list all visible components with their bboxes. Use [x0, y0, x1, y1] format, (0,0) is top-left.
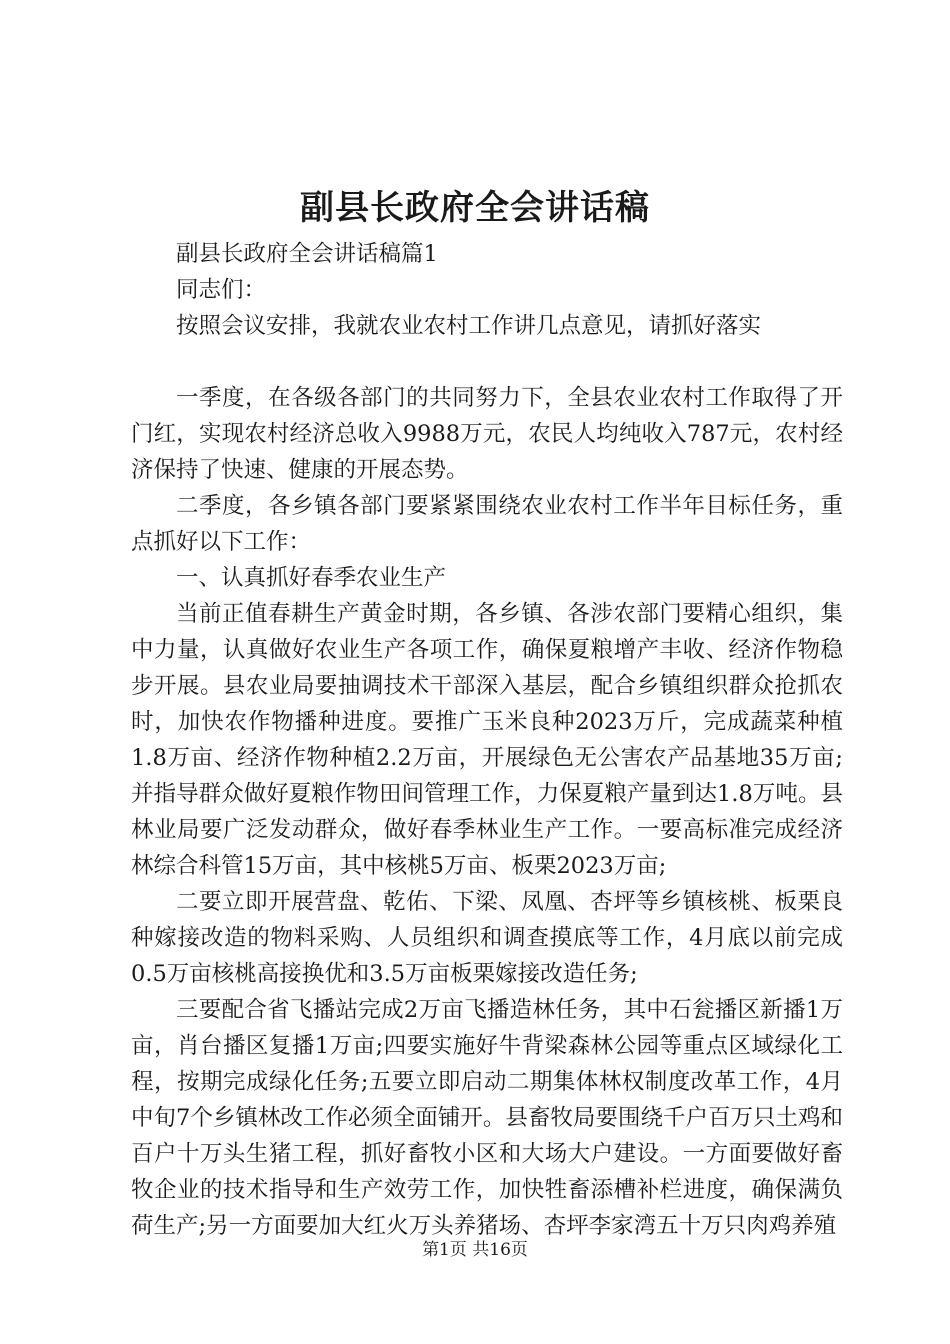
paragraph-afforestation: 三要配合省飞播站完成2万亩飞播造林任务，其中石瓮播区新播1万亩，肖台播区复播1万亩;四要实施好牛背梁森林公园等重点区域绿化工程，按期完成绿化任务;五要立即启动二期集体林权制度改革工作，4月中旬7个乡镇林改工作必须全面铺开。县畜牧局要围绕千户百万只土鸡和百户十万头生猪工程，抓好畜牧小区和大场大户建设。一方面要做好畜牧企业的技术指导和生产效劳工作，加快牲畜添槽补栏进度，确保满负荷生产;另一方面要加大红火万头养猪场、杏坪李家湾五十万只肉鸡养殖 [131, 997, 843, 1239]
document-body [131, 236, 843, 1244]
paragraph-subtitle: 副县长政府全会讲话稿篇1 [176, 241, 438, 267]
paragraph-q1-summary: 一季度，在各级各部门的共同努力下，全县农业农村工作取得了开门红，实现农村经济总收入9988万元，农民人均纯收入787元，农村经济保持了快速、健康的开展态势。 [131, 385, 843, 483]
page-number: 第1页 共16页 [422, 1240, 528, 1260]
paragraph-section-heading: 一、认真抓好春季农业生产 [176, 565, 447, 591]
paragraph-q2-tasks: 二季度，各乡镇各部门要紧紧围绕农业农村工作半年目标任务，重点抓好以下工作： [131, 493, 843, 555]
paragraph-grafting: 二要立即开展营盘、乾佑、下梁、凤凰、杏坪等乡镇核桃、板栗良种嫁接改造的物料采购、人员组织和调查摸底等工作，4月底以前完成0.5万亩核桃高接换优和3.5万亩板栗嫁接改造任务; [131, 889, 843, 987]
paragraph-spring-production: 当前正值春耕生产黄金时期，各乡镇、各涉农部门要精心组织，集中力量，认真做好农业生产各项工作，确保夏粮增产丰收、经济作物稳步开展。县农业局要抽调技术干部深入基层，配合乡镇组织群众抢抓农时，加快农作物播种进度。要推广玉米良种2023万斤，完成蔬菜种植1.8万亩、经济作物种植2.2万亩，开展绿色无公害农产品基地35万亩;并指导群众做好夏粮作物田间管理工作，力保夏粮产量到达1.8万吨。县林业局要广泛发动群众，做好春季林业生产工作。一要高标准完成经济林综合科管15万亩，其中核桃5万亩、板栗2023万亩; [131, 601, 843, 879]
document-title: 副县长政府全会讲话稿 [300, 188, 650, 228]
paragraph-intro: 按照会议安排，我就农业农村工作讲几点意见，请抓好落实 [176, 313, 762, 339]
paragraph-salutation: 同志们： [176, 277, 267, 303]
